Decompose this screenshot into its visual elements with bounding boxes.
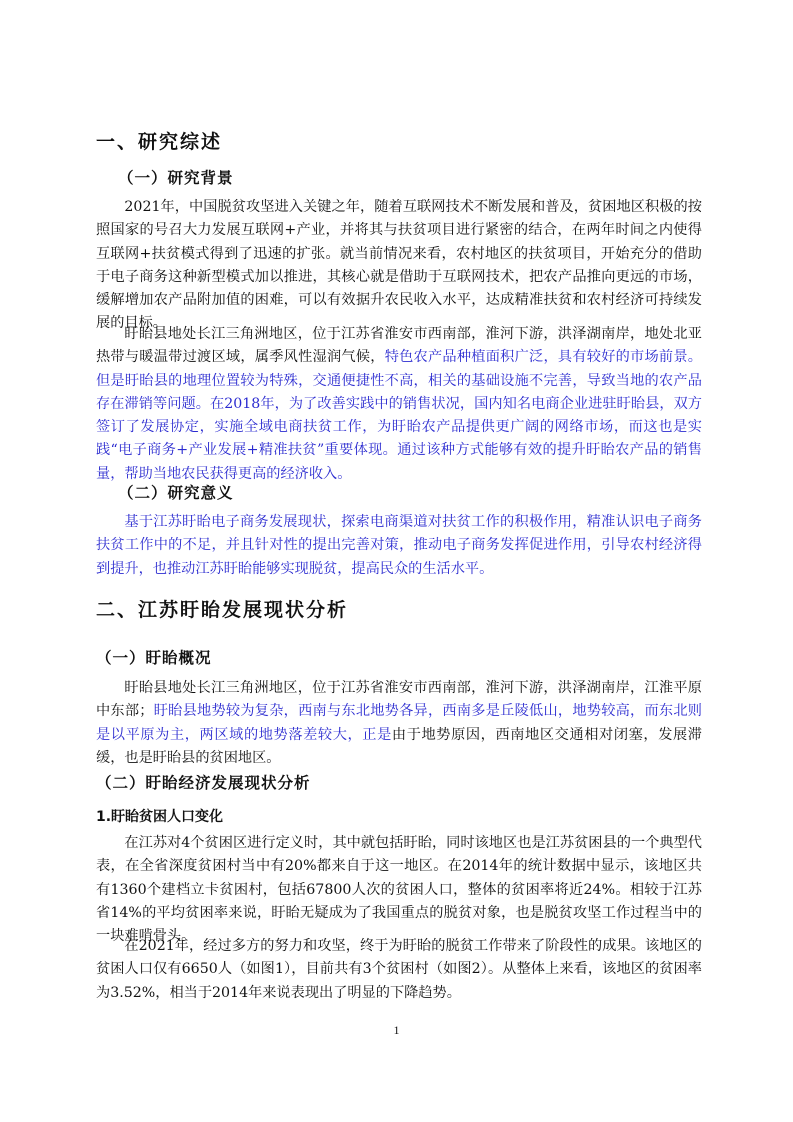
section-2-1-heading: （一）盱眙概况: [96, 649, 212, 667]
overview-paragraph-text-2: 由于地势原因，西南地区交通相对闭塞，发展滞缓，也是盱眙县的贫困地区。: [96, 726, 702, 766]
poverty-paragraph-1: 在江苏对4个贫困区进行定义时，其中就包括盱眙，同时该地区也是江苏贫困县的一个典型代表，在全省深度贫困村当中有20%都来自于这一地区。在2014年的统计数据中显示，该地区共有1360个建档立卡贫困村，包括67800人次的贫困人口，整体的贫困率将近24%。相较于江苏省14%的平均贫困率来说，盱眙无疑成为了我国重点的脱贫对象，也是脱贫攻坚工作过程当中的一块难啃骨头。: [96, 835, 702, 945]
section-2-2-heading: （二）盱眙经济发展现状分析: [96, 774, 311, 792]
section-2-heading: 二、江苏盱眙发展现状分析: [96, 599, 349, 621]
section-1-heading: 一、研究综述: [96, 131, 223, 153]
section-1-1-heading: （一）研究背景: [118, 169, 234, 187]
background-paragraph-2-highlight: 特色农产品种植面积广泛，具有较好的市场前景。但是盱眙县的地理位置较为特殊，交通便捷性不高，相关的基础设施不完善，导致当地的农产品存在滞销等问题。在2018年，为了改善实践中的销售状况，国内知名电商企业进驻盱眙县，双方签订了发展协定，实施全域电商扶贫工作，为盱眙农产品提供更广阔的网络市场，而这也是实践“电子商务+产业发展+精准扶贫”重要体现。通过该种方式能够有效的提升盱眙农产品的销售量，帮助当地农民获得更高的经济收入。: [96, 349, 702, 482]
background-paragraph-2-text: 盱眙县地处长江三角洲地区，位于江苏省淮安市西南部，淮河下游，洪泽湖南岸，地处北亚热带与暖温带过渡区域，属季风性湿润气候，: [96, 326, 702, 366]
overview-paragraph: [96, 677, 702, 770]
significance-paragraph: 基于江苏盱眙电子商务发展现状，探索电商渠道对扶贫工作的积极作用，精准认识电子商务扶贫工作中的不足，并且针对性的提出完善对策，推动电子商务发挥促进作用，引导农村经济得到提升，也推动江苏盱眙能够实现脱贫，提高民众的生活水平。: [96, 514, 702, 577]
overview-paragraph-text-1: 盱眙县地处长江三角洲地区，位于江苏省淮安市西南部，淮河下游，洪泽湖南岸，江淮平原中东部；: [96, 680, 702, 720]
overview-paragraph-highlight: 盱眙县地势较为复杂，西南与东北地势各异，西南多是丘陵低山，地势较高，而东北则是以平原为主，两区域的地势落差较大，正是: [96, 703, 702, 743]
background-paragraph-1: 2021年，中国脱贫攻坚进入关键之年，随着互联网技术不断发展和普及，贫困地区积极的按照国家的号召大力发展互联网+产业，并将其与扶贫项目进行紧密的结合，在两年时间之内使得互联网+扶贫模式得到了迅速的扩张。就当前情况来看，农村地区的扶贫项目，开始充分的借助于电子商务这种新型模式加以推进，其核心就是借助于互联网技术，把农产品推向更远的市场，缓解增加农产品附加值的困难，可以有效据升农民收入水平，达成精准扶贫和农村经济可持续发展的目标。: [96, 199, 702, 332]
poverty-paragraph-2: 在2021年，经过多方的努力和攻坚，终于为盱眙的脱贫工作带来了阶段性的成果。该地区的贫困人口仅有6650人（如图1），目前共有3个贫困村（如图2）。从整体上来看，该地区的贫困率为3.52%，相当于2014年来说表现出了明显的下降趋势。: [96, 938, 702, 1001]
section-2-2-1-heading: 1.盱眙贫困人口变化: [96, 809, 224, 825]
background-paragraph-2: [96, 323, 702, 486]
section-1-2-heading: （二）研究意义: [118, 484, 234, 502]
page-number: 1: [393, 1023, 400, 1037]
